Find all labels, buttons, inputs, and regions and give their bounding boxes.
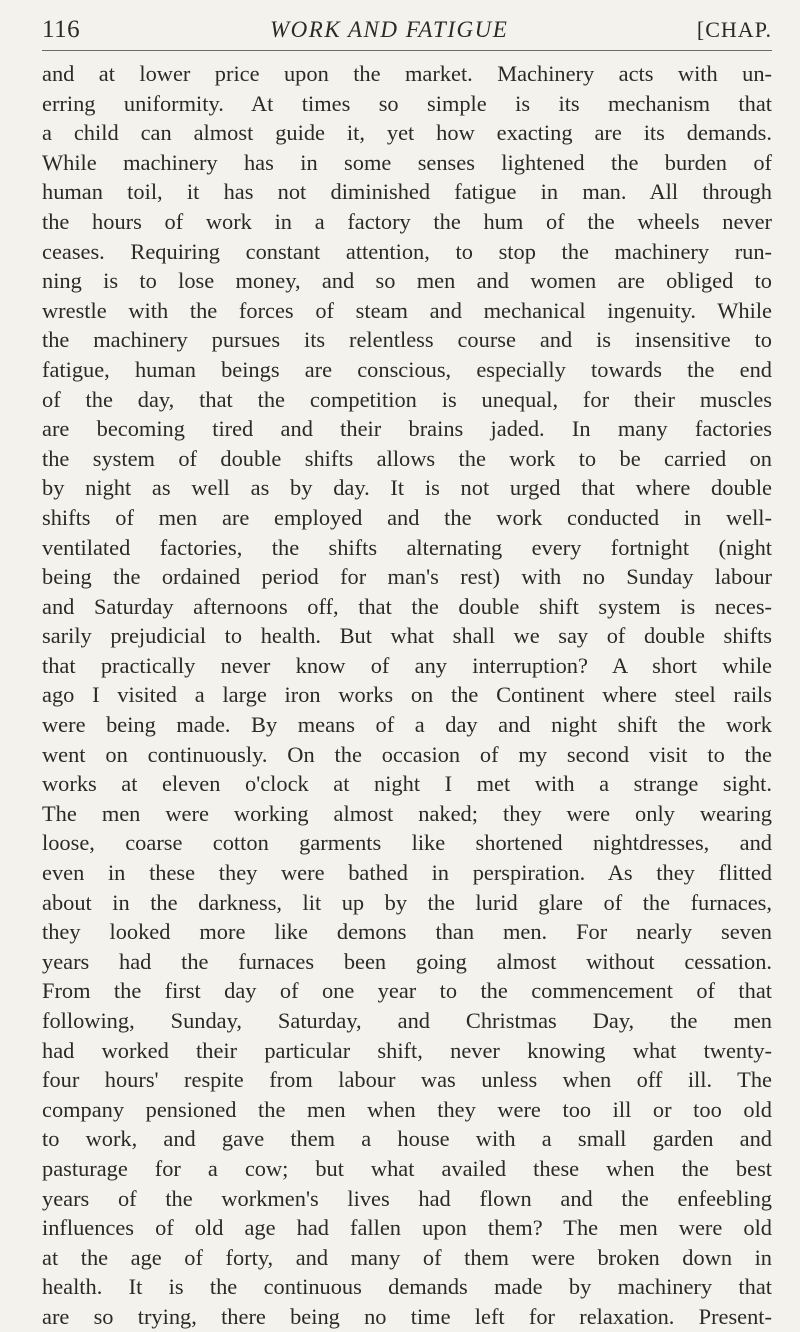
- running-title: WORK AND FATIGUE: [270, 17, 509, 42]
- text-line: at the age of forty, and many of them were broken down in: [42, 1244, 772, 1270]
- text-line: a child can almost guide it, yet how exacting are its demands.: [42, 120, 772, 146]
- text-line: the system of double shifts allows the work to be carried on: [42, 445, 772, 471]
- text-line: years of the workmen's lives had flown and the enfeebling: [42, 1185, 772, 1211]
- text-line: and Saturday afternoons off, that the double shift system is neces-: [42, 593, 772, 619]
- text-line: loose, coarse cotton garments like shortened nightdresses, and: [42, 830, 772, 856]
- text-line: fatigue, human beings are conscious, especially towards the end: [42, 356, 772, 382]
- text-line: went on continuously. On the occasion of my second visit to the: [42, 741, 772, 767]
- text-line: sarily prejudicial to health. But what shall we say of double shifts: [42, 623, 772, 649]
- text-line: ago I visited a large iron works on the Continent where steel rails: [42, 682, 772, 708]
- text-line: that practically never know of any interruption? A short while: [42, 652, 772, 678]
- text-line: erring uniformity. At times so simple is its mechanism that: [42, 90, 772, 116]
- text-line: had worked their particular shift, never knowing what twenty-: [42, 1037, 772, 1063]
- page-header: [42, 14, 772, 51]
- text-line: health. It is the continuous demands made by machinery that: [42, 1274, 772, 1300]
- text-line: years had the furnaces been going almost without cessation.: [42, 948, 772, 974]
- text-line: wrestle with the forces of steam and mechanical ingenuity. While: [42, 297, 772, 323]
- text-line: shifts of men are employed and the work conducted in well-: [42, 504, 772, 530]
- text-line: and at lower price upon the market. Machinery acts with un-: [42, 61, 772, 86]
- text-line: From the first day of one year to the commencement of that: [42, 978, 772, 1004]
- page-number: 116: [42, 16, 81, 43]
- text-line: following, Sunday, Saturday, and Christmas Day, the men: [42, 1008, 772, 1033]
- body-text: [42, 59, 772, 1332]
- text-line: the hours of work in a factory the hum of the wheels never: [42, 208, 772, 234]
- text-line: are becoming tired and their brains jaded. In many factories: [42, 416, 772, 442]
- text-line: The men were working almost naked; they were only wearing: [42, 800, 772, 826]
- text-line: the machinery pursues its relentless course and is insensitive to: [42, 327, 772, 353]
- text-line: human toil, it has not diminished fatigue in man. All through: [42, 179, 772, 205]
- text-line: of the day, that the competition is unequal, for their muscles: [42, 386, 772, 412]
- text-line: ceases. Requiring constant attention, to stop the machinery run-: [42, 238, 772, 264]
- text-line: were being made. By means of a day and night shift the work: [42, 712, 772, 738]
- text-line: four hours' respite from labour was unless when off ill. The: [42, 1067, 772, 1093]
- chapter-mark: [CHAP.: [696, 17, 772, 42]
- text-line: ning is to lose money, and so men and women are obliged to: [42, 268, 772, 294]
- text-line: ventilated factories, the shifts alternating every fortnight (night: [42, 534, 772, 560]
- text-line: by night as well as by day. It is not urged that where double: [42, 475, 772, 501]
- text-line: works at eleven o'clock at night I met with a strange sight.: [42, 771, 772, 797]
- text-line: they looked more like demons than men. For nearly seven: [42, 919, 772, 945]
- text-line: company pensioned the men when they were too ill or too old: [42, 1096, 772, 1122]
- text-line: are so trying, there being no time left for relaxation. Present-: [42, 1303, 772, 1329]
- text-line: being the ordained period for man's rest) with no Sunday labour: [42, 564, 772, 590]
- text-line: to work, and gave them a house with a small garden and: [42, 1126, 772, 1152]
- text-line: even in these they were bathed in perspiration. As they flitted: [42, 860, 772, 886]
- text-line: While machinery has in some senses lightened the burden of: [42, 149, 772, 175]
- text-line: pasturage for a cow; but what availed these when the best: [42, 1155, 772, 1181]
- text-line: influences of old age had fallen upon them? The men were old: [42, 1215, 772, 1241]
- text-line: about in the darkness, lit up by the lurid glare of the furnaces,: [42, 889, 772, 915]
